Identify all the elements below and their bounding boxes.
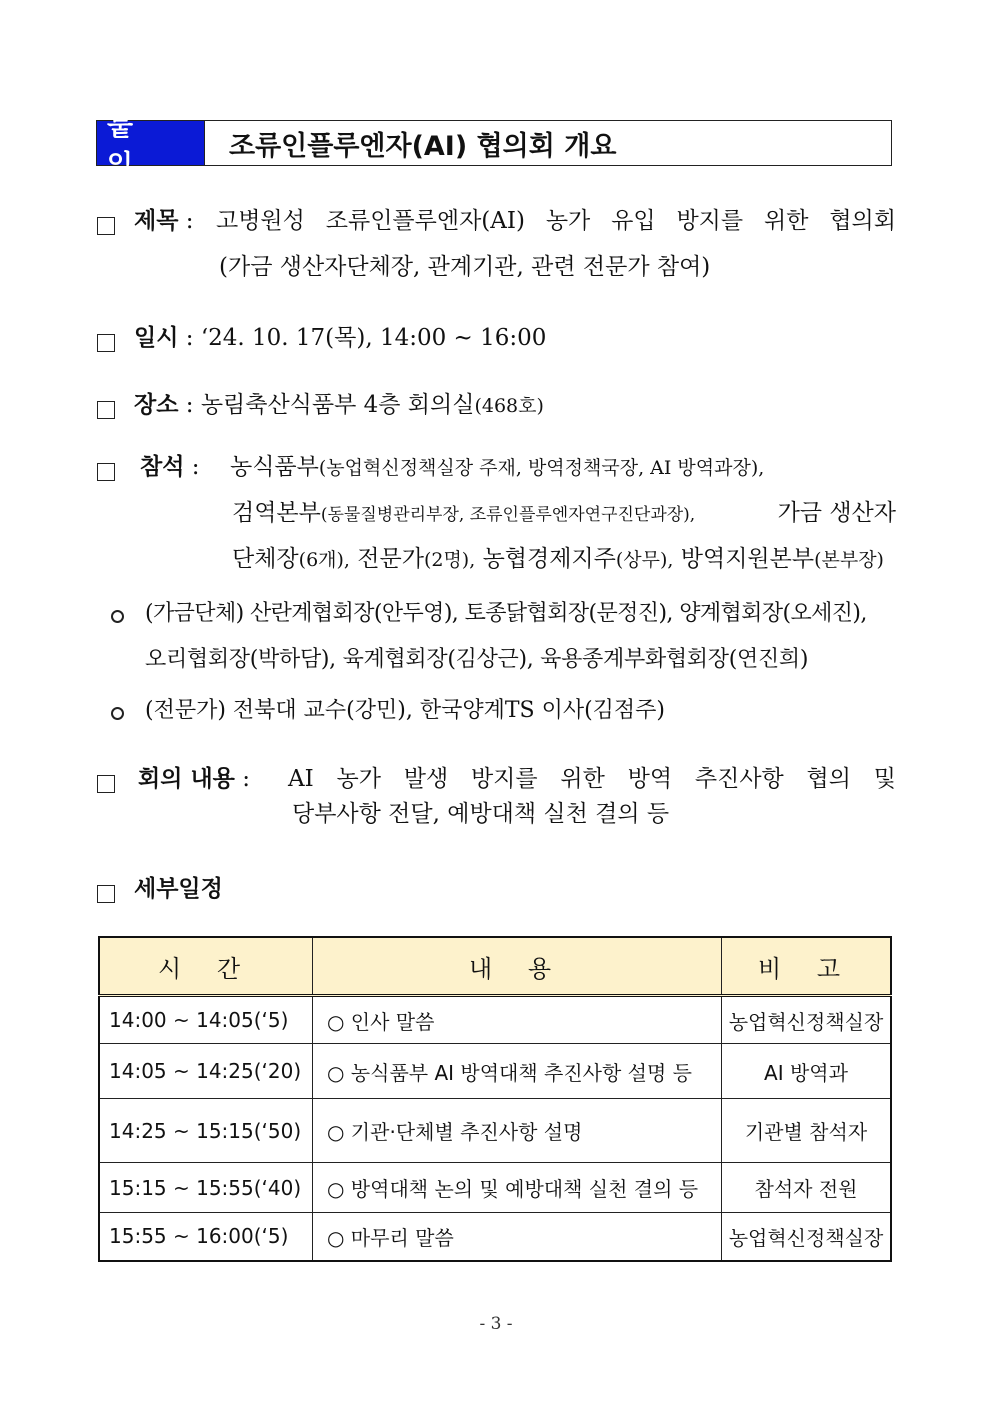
poultry-line-2: 오리협회장(박하담), 육계협회장(김상근), 육용종계부화협회장(연진희)	[145, 647, 809, 672]
datetime-sep: :	[185, 325, 194, 351]
header-content: 내 용	[313, 937, 722, 996]
schedule-table	[98, 936, 892, 1262]
poultry-line-1: (가금단체) 산란계협회장(안두영), 토종닭협회장(문정진), 양계협회장(오세진),	[145, 601, 867, 626]
table-row	[99, 1163, 891, 1213]
row-content: ○ 기관·단체별 추진사항 설명	[313, 1099, 722, 1163]
agenda-sep: :	[242, 766, 250, 792]
attendee-mafra: 농식품부	[230, 454, 319, 480]
row-content: ○ 인사 말씀	[313, 996, 722, 1044]
page-number: - 3 -	[479, 1314, 513, 1334]
attachment-tag: 붙 임	[97, 121, 205, 165]
attendees-label: 참석	[140, 454, 185, 480]
place-line	[134, 392, 544, 420]
header-banner	[96, 111, 892, 181]
place-value: 농림축산식품부 4층 회의실	[200, 392, 475, 418]
subject-sep: :	[185, 208, 194, 234]
agenda-text-2: 당부사항 전달, 예방대책 실천 결의 등	[292, 801, 670, 827]
attendee-hq: 방역지원본부	[680, 546, 815, 572]
datetime-value: ‘24. 10. 17(목), 14:00 ~ 16:00	[200, 325, 547, 351]
row-time: 15:55 ~ 16:00(‘5)	[99, 1213, 313, 1261]
checkbox-icon	[97, 334, 115, 352]
attendee-nh-detail: (상무),	[615, 549, 674, 571]
bullet-circle-icon	[111, 610, 124, 623]
subject-text-2: (가금 생산자단체장, 관계기관, 관련 전문가 참여)	[219, 254, 711, 280]
subject-line	[134, 208, 896, 236]
subject-label: 제목	[134, 208, 179, 234]
checkbox-icon	[97, 885, 115, 903]
subject-text: 고병원성 조류인플루엔자(AI) 농가 유입 방지를 위한 협의회	[216, 208, 896, 234]
attendee-mafra-detail: (농업혁신정책실장 주재, 방역정책국장, AI 방역과장),	[318, 457, 765, 479]
datetime-label: 일시	[134, 325, 179, 351]
row-content: ○ 마무리 말씀	[313, 1213, 722, 1261]
table-row	[99, 996, 891, 1044]
table-header-row	[99, 937, 891, 996]
row-note: 농업혁신정책실장	[722, 996, 892, 1044]
row-content: ○ 방역대책 논의 및 예방대책 실천 결의 등	[313, 1163, 722, 1213]
table-row	[99, 1213, 891, 1261]
place-room: (468호)	[474, 395, 544, 417]
row-time: 14:05 ~ 14:25(‘20)	[99, 1044, 313, 1099]
attendees-line-2	[232, 500, 896, 528]
row-note: 참석자 전원	[722, 1163, 892, 1213]
row-time: 14:00 ~ 14:05(‘5)	[99, 996, 313, 1044]
table-row	[99, 1044, 891, 1099]
datetime-line	[134, 325, 546, 353]
checkbox-icon	[97, 775, 115, 793]
attendee-nh: 농협경제지주	[482, 546, 616, 572]
agenda-label: 회의 내용	[138, 766, 235, 792]
row-content: ○ 농식품부 AI 방역대책 추진사항 설명 등	[313, 1044, 722, 1099]
attendees-sep: :	[191, 454, 200, 480]
place-sep: :	[185, 392, 194, 418]
attendee-producers: 가금 생산자	[777, 500, 896, 526]
row-time: 14:25 ~ 15:15(‘50)	[99, 1099, 313, 1163]
header-note: 비 고	[722, 937, 892, 996]
attendee-experts-count: (2명),	[423, 549, 476, 571]
attendees-line-3	[232, 546, 884, 574]
attendee-hq-detail: (본부장)	[814, 549, 884, 571]
bullet-circle-icon	[111, 707, 124, 720]
attendee-heads-count: (6개),	[298, 549, 350, 571]
page-title: 조류인플루엔자(AI) 협의회 개요	[229, 130, 617, 162]
header-time: 시 간	[99, 937, 313, 996]
schedule-label: 세부일정	[134, 876, 223, 902]
agenda-line-1	[138, 766, 896, 794]
attendee-qia-detail: (동물질병관리부장, 조류인플루엔자연구진단과장),	[320, 505, 696, 525]
attendees-line-1	[140, 454, 896, 482]
checkbox-icon	[97, 463, 115, 481]
experts-line: (전문가) 전북대 교수(강민), 한국양계TS 이사(김점주)	[145, 698, 665, 723]
attendee-heads: 단체장	[232, 546, 299, 572]
checkbox-icon	[97, 401, 115, 419]
table-row	[99, 1099, 891, 1163]
place-label: 장소	[134, 392, 179, 418]
row-note: AI 방역과	[722, 1044, 892, 1099]
row-note: 기관별 참석자	[722, 1099, 892, 1163]
row-note: 농업혁신정책실장	[722, 1213, 892, 1261]
checkbox-icon	[97, 217, 115, 235]
row-time: 15:15 ~ 15:55(‘40)	[99, 1163, 313, 1213]
attendee-qia: 검역본부	[232, 500, 321, 526]
attendee-experts: 전문가	[357, 546, 424, 572]
agenda-text: AI 농가 발생 방지를 위한 방역 추진사항 협의 및	[288, 766, 896, 792]
